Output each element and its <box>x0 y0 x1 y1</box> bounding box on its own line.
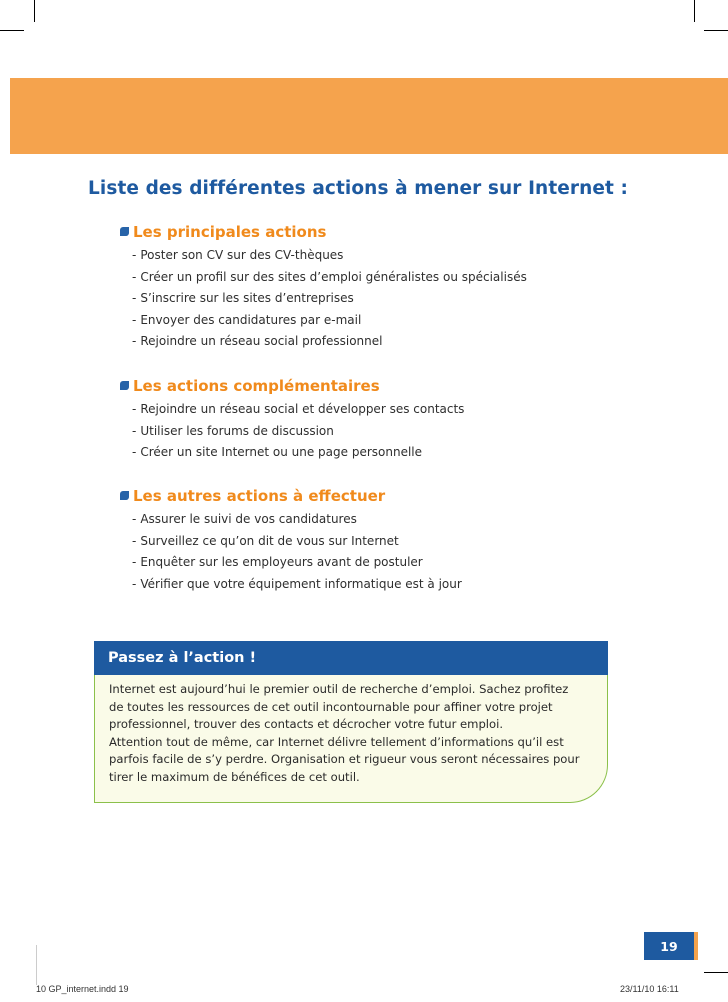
action-list <box>120 245 527 353</box>
list-item: - Poster son CV sur des CV-thèques <box>132 248 344 262</box>
action-list <box>120 399 464 464</box>
bullet-icon <box>120 381 129 390</box>
list-item: - Rejoindre un réseau social et développer ses contacts <box>132 402 465 416</box>
bullet-icon <box>120 491 129 500</box>
action-list <box>120 509 462 595</box>
section-other-actions <box>120 485 462 595</box>
section-complementary-actions <box>120 375 464 464</box>
section-title: Les actions complémentaires <box>133 377 380 395</box>
crop-mark <box>34 0 35 22</box>
section-header <box>120 375 464 397</box>
section-header <box>120 221 527 243</box>
footer-filename: 10 GP_internet.indd 19 <box>36 984 129 994</box>
list-item: - Créer un profil sur des sites d’emploi généralistes ou spécialisés <box>132 269 527 284</box>
header-band <box>10 78 728 154</box>
section-title: Les autres actions à effectuer <box>133 487 386 505</box>
margin-guide <box>36 945 37 985</box>
footer-date: 23/11/10 16:11 <box>620 984 679 994</box>
bullet-icon <box>120 227 129 236</box>
callout-heading: Passez à l’action ! <box>94 641 608 675</box>
list-item: - Assurer le suivi de vos candidatures <box>132 512 357 526</box>
list-item: - S’inscrire sur les sites d’entreprises <box>132 291 354 305</box>
list-item: - Enquêter sur les employeurs avant de postuler <box>132 555 423 569</box>
list-item: - Envoyer des candidatures par e-mail <box>132 312 362 327</box>
section-main-actions <box>120 221 527 353</box>
section-header <box>120 485 462 507</box>
section-title: Les principales actions <box>133 223 327 241</box>
callout-body <box>94 675 608 803</box>
list-item: - Vérifier que votre équipement informatique est à jour <box>132 576 462 591</box>
list-item: - Créer un site Internet ou une page personnelle <box>132 445 423 459</box>
page-number-accent <box>694 932 698 960</box>
list-item: - Rejoindre un réseau social professionnel <box>132 334 383 348</box>
callout-text: Internet est aujourd’hui le premier outil de recherche d’emploi. Sachez profitez de toutes les ressources de cet outil incontournable pour affiner votre projet professionnel, trouver des contacts et décrocher votre futur emploi. Attention tout de même, car Internet délivre tellement d’informations qu’il est parfois facile de s’y perdre. Organisation et rigueur vous seront nécessaires pour tirer le maximum de bénéfices de cet outil. <box>109 682 580 784</box>
crop-mark <box>694 0 695 22</box>
crop-mark <box>0 30 24 31</box>
page-title: Liste des différentes actions à mener sur Internet : <box>88 178 629 199</box>
crop-mark <box>704 30 728 31</box>
page-number: 19 <box>644 932 694 960</box>
crop-mark <box>704 972 728 973</box>
callout-box <box>94 641 608 803</box>
list-item: - Utiliser les forums de discussion <box>132 423 334 438</box>
list-item: - Surveillez ce qu’on dit de vous sur Internet <box>132 533 399 548</box>
